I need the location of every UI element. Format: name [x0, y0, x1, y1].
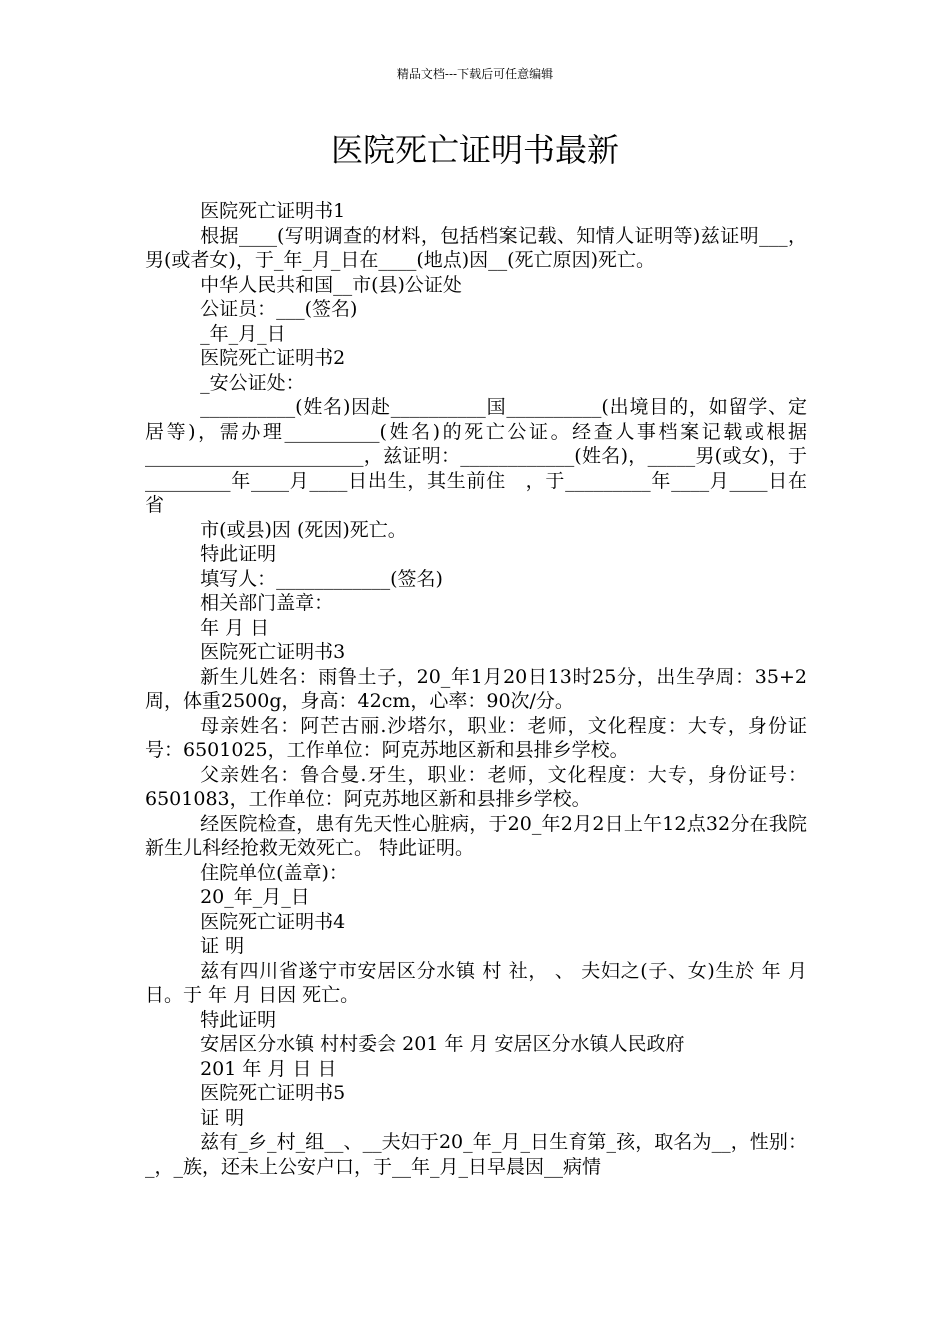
document-title: 医院死亡证明书最新 — [330, 131, 619, 169]
paragraph: 市(或县)因 (死因)死亡。 — [200, 518, 407, 541]
document-body — [145, 199, 814, 1179]
paragraph: _年_月_日 — [200, 322, 286, 345]
paragraph: 母亲姓名：阿芒古丽.沙塔尔，职业：老师，文化程度：大专，身份证号：6501025，工作单位：阿克苏地区新和县排乡学校。 — [145, 714, 807, 761]
paragraph: 填写人：____________(签名) — [200, 567, 443, 590]
paragraph: 医院死亡证明书2 — [200, 347, 346, 369]
paragraph: 医院死亡证明书1 — [200, 200, 346, 222]
paragraph: 证 明 — [200, 1106, 245, 1129]
paragraph: 20_年_月_日 — [200, 886, 310, 908]
paragraph: 公证员：___(签名) — [200, 298, 358, 320]
paragraph: 医院死亡证明书5 — [200, 1082, 346, 1104]
paragraph: 证 明 — [200, 935, 245, 957]
paragraph: 特此证明 — [200, 1008, 277, 1031]
paragraph: 201 年 月 日 日 — [200, 1057, 337, 1080]
paragraph: 兹有_乡_村_组__、__夫妇于20_年_月_日生育第_孩，取名为__，性别：_，_族，还未上公安户口，于__年_月_日早晨因__病情 — [145, 1131, 807, 1178]
paragraph: 住院单位(盖章)： — [200, 861, 348, 884]
paragraph: 特此证明 — [200, 543, 277, 565]
paragraph: 安居区分水镇 村村委会 201 年 月 安居区分水镇人民政府 — [200, 1033, 685, 1055]
paragraph: 中华人民共和国__市(县)公证处 — [200, 273, 462, 296]
paragraph: 经医院检查，患有先天性心脏病，于20_年2月2日上午12点32分在我院新生儿科经抢救无效死亡。 特此证明。 — [145, 812, 807, 859]
page-header: 精品文档---下载后可任意编辑 — [396, 67, 554, 81]
paragraph: 父亲姓名：鲁合曼.牙生，职业：老师，文化程度：大专，身份证号：6501083，工作单位：阿克苏地区新和县排乡学校。 — [145, 763, 807, 810]
paragraph: 新生儿姓名：雨鲁土子，20_年1月20日13时25分，出生孕周：35+2周，体重2500g，身高：42cm，心率：90次/分。 — [145, 665, 807, 712]
paragraph: _安公证处： — [200, 371, 305, 394]
paragraph: __________(姓名)因赴__________国__________(出境目的，如留学、定居等)，需办理__________(姓名)的死亡公证。经查人事档案记载或根据_______________________，兹证明：____________(姓名)，_____男(或女)，于_________年____月____日出生，其生前住 ，于_________年____月____日在省 — [145, 396, 807, 516]
paragraph: 医院死亡证明书3 — [200, 641, 346, 663]
paragraph: 根据____(写明调查的材料，包括档案记载、知情人证明等)兹证明___，男(或者女)，于_年_月_日在____(地点)因__(死亡原因)死亡。 — [145, 224, 807, 271]
paragraph: 相关部门盖章： — [200, 592, 334, 614]
paragraph: 医院死亡证明书4 — [200, 910, 346, 933]
paragraph: 年 月 日 — [200, 616, 270, 639]
paragraph: 兹有四川省遂宁市安居区分水镇 村 社， 、 夫妇之(子、女)生於 年 月 日。于 年 月 日因 死亡。 — [145, 959, 814, 1006]
